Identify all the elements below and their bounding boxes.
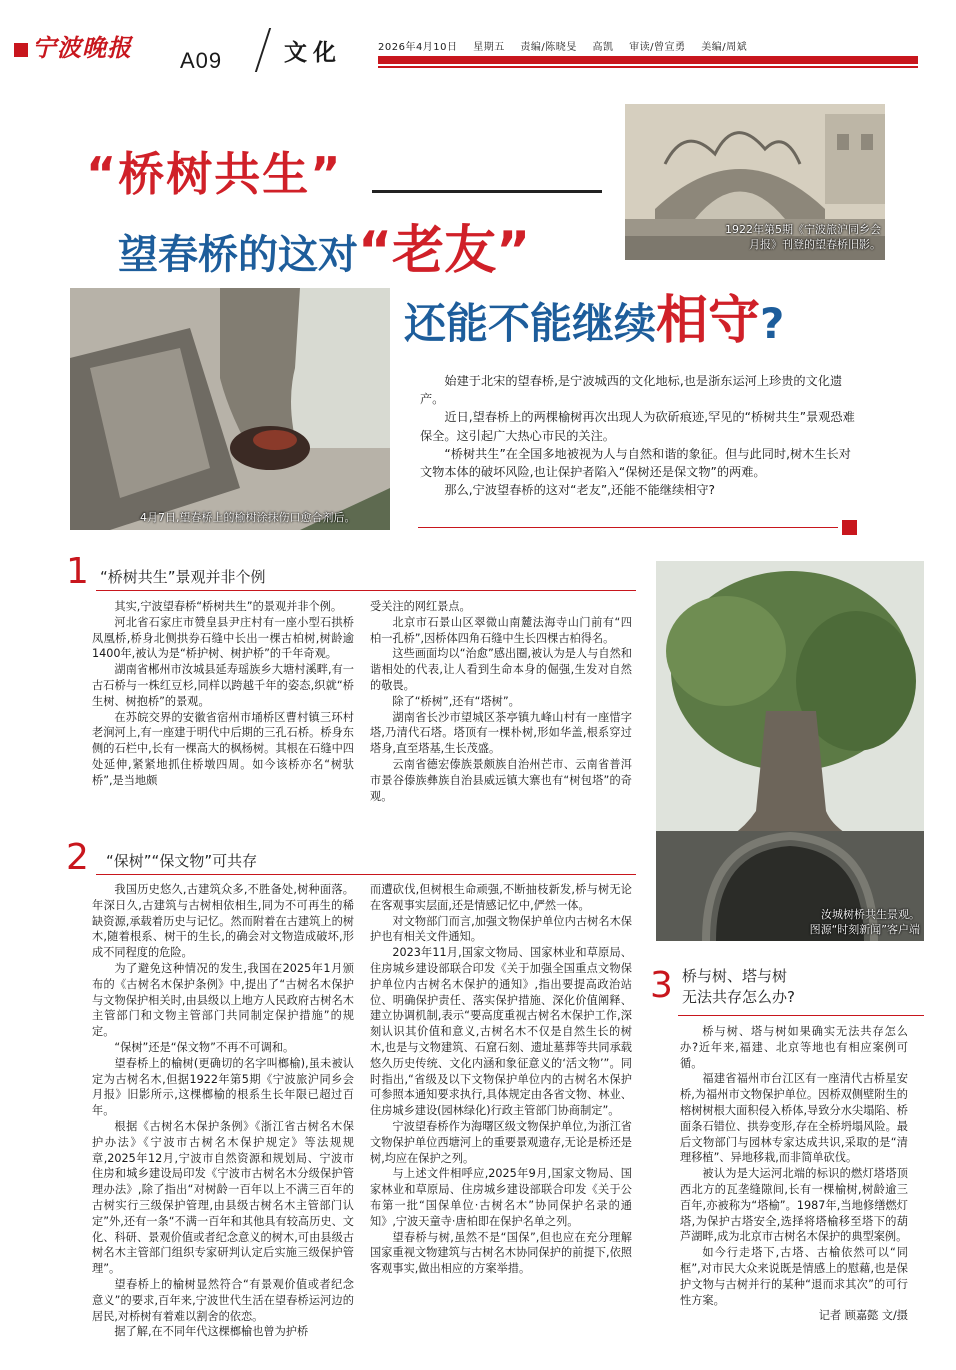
paragraph: 望春桥上的榆树显然符合“有景观价值或者纪念意义”的要求,百年来,宁波世代生活在望春桥运河边的居民,对桥树有着难以割舍的依恋。: [92, 1277, 354, 1323]
caption-source: 图源“时刻新闻”客户端: [809, 923, 920, 936]
editor-credit: 责编/陈晓旻: [520, 42, 577, 53]
header-red-bar: [378, 56, 918, 64]
paragraph: 2023年11月,国家文物局、国家林业和草原局、住房城乡建设部联合印发《关于加强全国重点文物保护单位内古树名木保护的通知》,指出要提高政治站位、明确保护责任、落实保护措施、深化价值阐释、建立协调机制,表示“要高度重视古树名木保护工作,深刻认识其价值和意义,古树名木不仅是自然生长的树木,也是与文物建筑、石窟石刻、遗址墓葬等共同承载悠久历史传统、文化内涵和象征意义的‘活文物’”。同时指出,“省级及以下文物保护单位内的古树名木保护可参照本通知要求执行,具体规定由各省文物、林业、住房城乡建设(园林绿化)行政主管部门协商制定”。: [370, 946, 632, 1118]
paragraph: 被认为是大运河北端的标识的燃灯塔塔顶西北方的瓦垄缝隙间,长有一棵榆树,树龄逾三百年,亦被称为“塔榆”。1987年,当地修缮燃灯塔,为保护古塔安全,选择将塔榆移至塔下的葫芦湖畔,成为北京市古树名木保护的典型案例。: [680, 1167, 908, 1244]
section-3-number: 3: [650, 965, 673, 1006]
header-meta: [378, 38, 759, 53]
headline-line-3-accent: 相守: [656, 291, 761, 351]
paragraph: 望春桥上的榆树(更确切的名字叫榔榆),虽未被认定为古树名木,但据1922年第5期《宁波旅沪同乡会月报》旧影所示,这棵榔榆的根系生长年限已超过百年。: [92, 1056, 354, 1118]
paragraph: 云南省德宏傣族景颇族自治州芒市、云南省普洱市景谷傣族彝族自治县威远镇大寨也有“树包塔”的奇观。: [370, 757, 632, 803]
paragraph: 为了避免这种情况的发生,我国在2025年1月颁布的《古树名木保护条例》中,提出了“古树名木保护与文物保护相关时,由县级以上地方人民政府古树名木主管部门和文物主管部门共同制定保护措施”的规定。: [92, 961, 354, 1039]
section-1-number: 1: [66, 551, 89, 592]
lead-rule: [418, 527, 838, 528]
elm-tree-photo: [70, 288, 390, 530]
headline-underline: [372, 190, 602, 193]
paragraph: 与上述文件相呼应,2025年9月,国家文物局、国家林业和草原局、住房城乡建设部联合印发《关于公布第一批“国保单位·古树名木”协同保护名录的通知》,宁波天童寺·唐柏即在保护名单之列。: [370, 1167, 632, 1228]
headline-line-2-main: 望春桥的这对: [118, 232, 358, 278]
headline-line-3-main: 还能不能继续: [404, 299, 657, 348]
section-3-rule: [678, 1015, 924, 1016]
paragraph: 湖南省郴州市汝城县延寿瑶族乡大塘村溪畔,有一古石桥与一株红豆杉,同样以跨越千年的姿态,织就“桥生树、树抱桥”的景观。: [92, 663, 354, 708]
section-2-rule: [96, 874, 636, 875]
paragraph: 而遭砍伐,但树根生命顽强,不断抽枝新发,桥与树无论在客观事实层面,还是情感记忆中,俨然一体。: [370, 883, 632, 912]
paragraph: 据了解,在不同年代这棵榔榆也曾为护桥: [114, 1325, 309, 1339]
issue-date: 2026年4月10日: [378, 42, 458, 53]
paragraph: 如今行走塔下,古塔、古榆依然可以“同框”,对市民大众来说既是情感上的慰藉,也是保护文物与古树并行的某种“退而求其次”的可行性方案。: [680, 1246, 908, 1307]
proofreader-credit: 审读/曾宣勇: [629, 42, 686, 53]
elm-tree-caption: 4月7日,望春桥上的榆树涂抹伤口愈合剂后。: [140, 511, 356, 524]
paragraph: 受关注的网红景点。: [370, 600, 471, 613]
paragraph: 北京市石景山区翠微山南麓法海寺山门前有“四柏一孔桥”,因桥体四角石缝中生长四棵古柏得名。: [370, 615, 632, 645]
lead-paragraph: 那么,宁波望春桥的这对“老友”,还能不能继续相守?: [444, 483, 715, 498]
lead-paragraph: 近日,望春桥上的两棵榆树再次出现人为砍斫痕迹,罕见的“桥树共生”景观恐难保全。这引起广大热心市民的关注。: [420, 410, 855, 443]
paragraph: 根据《古树名木保护条例》《浙江省古树名木保护办法》《宁波市古树名木保护规定》等法规规章,2025年12月,宁波市自然资源和规划局、宁波市住房和城乡建设局印发《宁波市古树名木分级保护管理办法》,除了指出“对树龄一百年以上不满三百年的古树实行三级保护管理,由县级古树名木主管部门认定”外,还有一条“不满一百年和其他具有较高历史、文化、科研、景观价值或者纪念意义的树木,可由县级古树名木主管部门组织专家研判认定后实施三级保护管理”。: [92, 1119, 354, 1276]
section-3-column: [680, 1024, 908, 1324]
issue-weekday: 星期五: [473, 42, 505, 53]
paragraph: 宁波望春桥作为海曙区级文物保护单位,为浙江省文物保护单位西塘河上的重要景观遗存,无论是桥还是树,均应在保护之列。: [370, 1119, 632, 1165]
designer-credit: 高凯: [592, 42, 614, 53]
paragraph: 我国历史悠久,古建筑众多,不胜备处,树种面落。年深日久,古建筑与古树相依相生,同为不可再生的稀缺资源,承载着历史与记忆。然而附着在古建筑上的树木,随着根系、树干的生长,的确会对文物造成破坏,形成不同程度的危险。: [92, 883, 354, 960]
old-bridge-photo: [625, 104, 885, 260]
paragraph: 福建省福州市台江区有一座清代古桥星安桥,为福州市文物保护单位。因桥双侧壁附生的榕树树根大面积侵入桥体,导致分水尖塌陷、桥面条石错位、拱券变形,存在全桥坍塌风险。最后文物部门与园林专家达成共识,采取的是“清理移植”、异地移栽,而非简单砍伐。: [680, 1072, 908, 1165]
section-2-number: 2: [66, 837, 89, 878]
section-1-column-1: [92, 599, 354, 789]
paragraph: 除了“桥树”,还有“塔树”。: [392, 694, 520, 708]
elm-tree-illustration: [70, 288, 390, 530]
lead-paragraph: “桥树共生”在全国多地被视为人与自然和谐的象征。但与此同时,树木生长对文物本体的破坏风险,也让保护者陷入“保树还是保文物”的两难。: [420, 446, 851, 480]
paragraph: 湖南省长沙市望城区茶亭镇九峰山村有一座惜字塔,乃清代石塔。塔顶有一棵朴树,形如华盖,根系穿过塔身,直至塔基,生长茂盛。: [370, 710, 632, 756]
caption-title: 汝城树桥共生景观。: [821, 908, 920, 921]
lead-end-square: [842, 520, 857, 535]
section-3-title-line-2: 无法共存怎么办?: [682, 988, 795, 1006]
header-red-rule: [378, 66, 918, 68]
headline-line-2: [118, 208, 530, 283]
section-2-column-1: [92, 882, 354, 1340]
paragraph: 其实,宁波望春桥“桥树共生”的景观并非个例。: [114, 600, 343, 613]
paragraph: 望春桥与树,虽然不是“国保”,但也应在充分理解国家重视文物建筑与古树名木协同保护的前提下,依照客观事实,做出相应的方案举措。: [370, 1230, 632, 1276]
section-1-column-2: [370, 599, 632, 804]
headline-line-3-mark: ?: [760, 299, 785, 348]
page-number: A09: [180, 48, 223, 73]
byline: 记者 顾嘉懿 文/摄: [818, 1309, 908, 1323]
paragraph: 在苏皖交界的安徽省宿州市埇桥区曹村镇三环村老涧河上,有一座建于明代中后期的三孔石桥。桥身东侧的石栏中,长有一棵高大的枫杨树。其根在石缝中四处延伸,紧紧地抓住桥墩四周。如今该桥亦名“树驮桥”,是当地颇: [92, 710, 354, 787]
lead-paragraphs: [420, 372, 860, 499]
old-bridge-caption: 1922年第5期《宁波旅沪同乡会月报》刊登的望春桥旧影。: [725, 223, 881, 251]
lead-paragraph: 始建于北宋的望春桥,是宁波城西的文化地标,也是浙东运河上珍贵的文化遗产。: [420, 374, 843, 407]
section-1-rule: [96, 590, 636, 591]
paragraph: 河北省石家庄市赞皇县尹庄村有一座小型石拱桥凤凰桥,桥身北侧拱券石缝中长出一棵古柏树,树龄逾1400年,被认为是“桥护树、树护桥”的千年奇观。: [92, 615, 354, 661]
header-divider: [255, 28, 271, 72]
headline-line-1: “桥树共生”: [86, 147, 343, 201]
paragraph: “保树”还是“保文物”不再不可调和。: [114, 1040, 295, 1054]
art-editor-credit: 美编/周斌: [701, 42, 748, 53]
paragraph: 这些画面均以“治愈”感出圈,被认为是人与自然和谐相处的代表,让人看到生命本身的倔强,生发对自然的敬畏。: [370, 647, 632, 692]
paragraph: 对文物部门而言,加强文物保护单位内古树名木保护也有相关文件通知。: [370, 914, 632, 944]
section-3-title: [682, 966, 795, 1008]
section-2-column-2: [370, 882, 632, 1277]
headline-line-3: [404, 278, 784, 353]
tree-on-bridge-caption: [784, 907, 920, 937]
tree-on-bridge-illustration: [656, 561, 924, 941]
section-2-title: “保树”“保文物”可共存: [106, 852, 258, 870]
section-1-title: “桥树共生”景观并非个例: [100, 568, 266, 586]
tree-on-bridge-photo: [656, 561, 924, 941]
masthead-logo: 宁波晚报: [14, 28, 140, 58]
section-3-title-line-1: 桥与树、塔与树: [682, 967, 788, 985]
paragraph: 桥与树、塔与树如果确实无法共存怎么办?近年来,福建、北京等地也有相应案例可循。: [680, 1025, 908, 1070]
section-label: 文化: [284, 40, 342, 66]
headline-line-2-accent: “老友”: [358, 221, 531, 281]
